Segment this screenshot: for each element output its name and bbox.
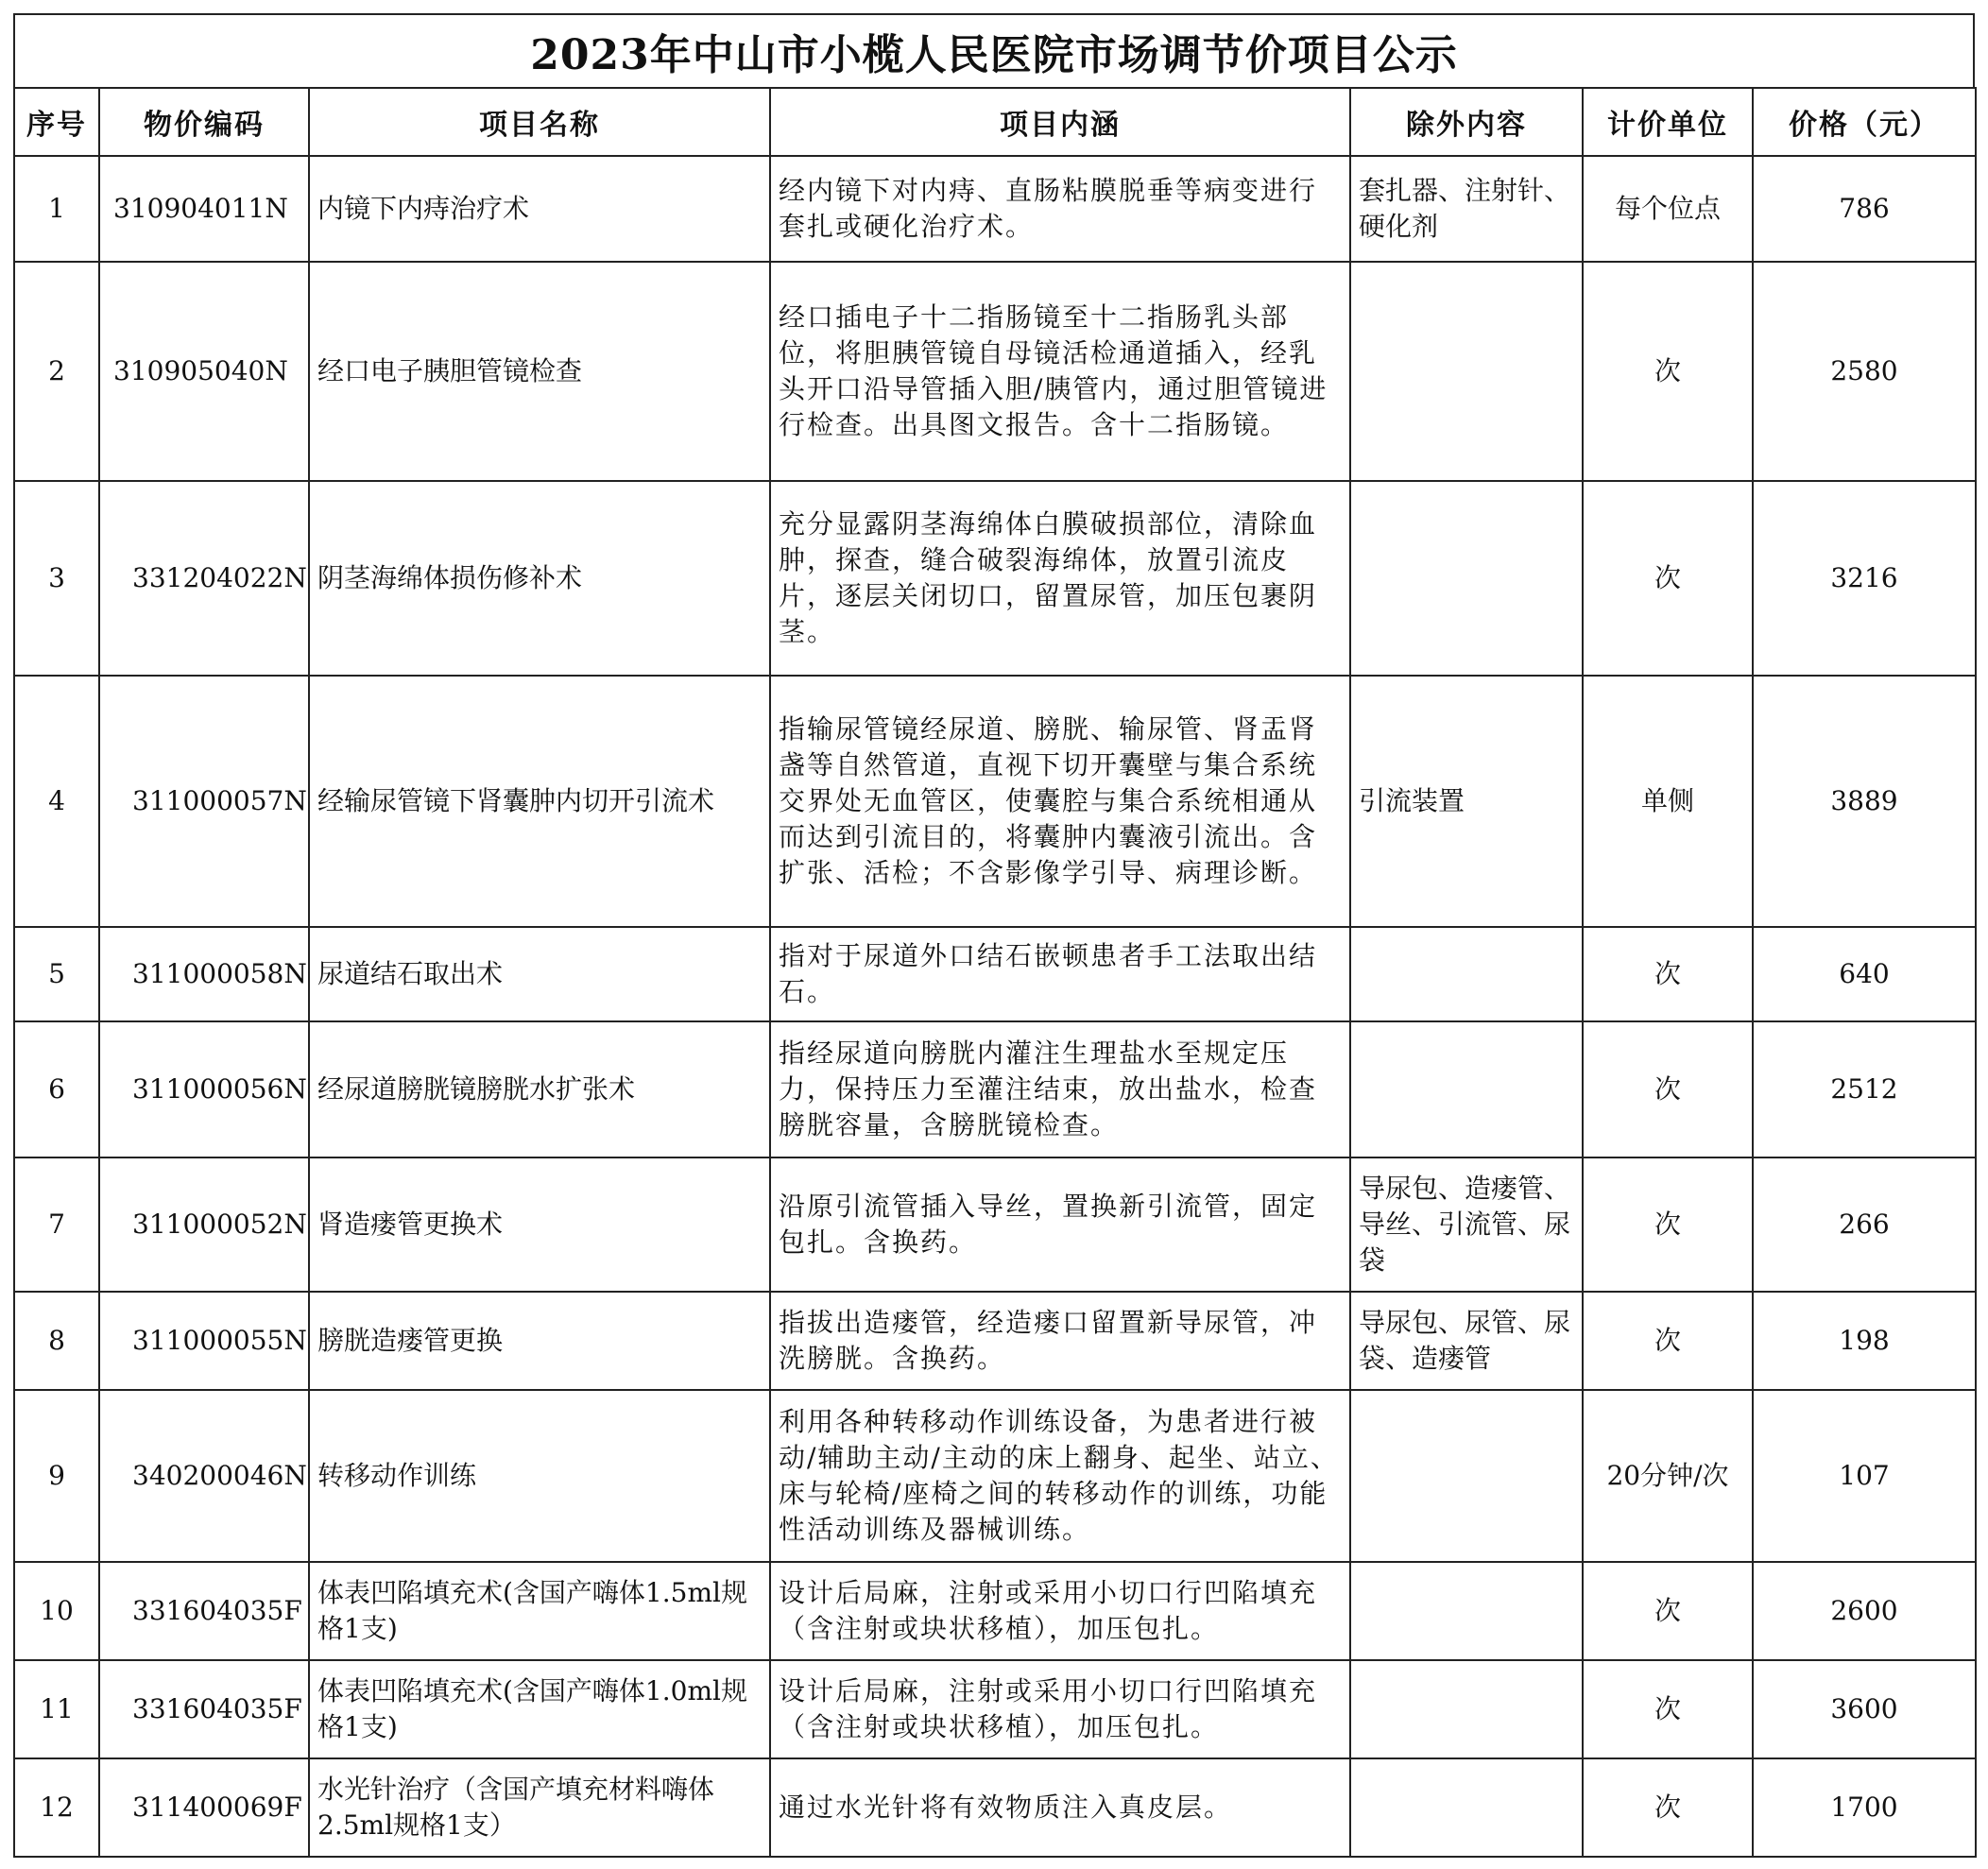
cell-unit: 单侧 bbox=[1583, 676, 1753, 927]
price-table bbox=[13, 87, 1977, 1858]
cell-unit: 次 bbox=[1583, 1562, 1753, 1660]
cell-desc: 经内镜下对内痔、直肠粘膜脱垂等病变进行套扎或硬化治疗术。 bbox=[770, 156, 1350, 262]
cell-excl bbox=[1350, 1562, 1583, 1660]
header-excl: 除外内容 bbox=[1350, 88, 1583, 156]
page-title: 2023年中山市小榄人民医院市场调节价项目公示 bbox=[530, 31, 1458, 79]
cell-code: 311000052N bbox=[99, 1157, 309, 1292]
cell-no: 9 bbox=[14, 1390, 99, 1562]
cell-no: 10 bbox=[14, 1562, 99, 1660]
header-desc: 项目内涵 bbox=[770, 88, 1350, 156]
cell-unit: 次 bbox=[1583, 1292, 1753, 1390]
table-row bbox=[14, 676, 1976, 927]
cell-unit: 次 bbox=[1583, 262, 1753, 481]
cell-price: 3600 bbox=[1753, 1660, 1976, 1758]
header-unit: 计价单位 bbox=[1583, 88, 1753, 156]
cell-code: 311000057N bbox=[99, 676, 309, 927]
cell-code: 311000058N bbox=[99, 927, 309, 1021]
cell-unit: 次 bbox=[1583, 481, 1753, 676]
cell-unit: 20分钟/次 bbox=[1583, 1390, 1753, 1562]
cell-no: 3 bbox=[14, 481, 99, 676]
cell-name: 经尿道膀胱镜膀胱水扩张术 bbox=[309, 1021, 770, 1157]
cell-name: 膀胱造瘘管更换 bbox=[309, 1292, 770, 1390]
cell-price: 1700 bbox=[1753, 1758, 1976, 1857]
cell-no: 5 bbox=[14, 927, 99, 1021]
table-row bbox=[14, 1021, 1976, 1157]
table-row bbox=[14, 156, 1976, 262]
cell-name: 转移动作训练 bbox=[309, 1390, 770, 1562]
cell-name: 体表凹陷填充术(含国产嗨体1.0ml规格1支) bbox=[309, 1660, 770, 1758]
table-row bbox=[14, 1157, 1976, 1292]
cell-desc: 利用各种转移动作训练设备，为患者进行被动/辅助主动/主动的床上翻身、起坐、站立、床与轮椅/座椅之间的转移动作的训练，功能性活动训练及器械训练。 bbox=[770, 1390, 1350, 1562]
cell-excl: 套扎器、注射针、硬化剂 bbox=[1350, 156, 1583, 262]
cell-desc: 指对于尿道外口结石嵌顿患者手工法取出结石。 bbox=[770, 927, 1350, 1021]
cell-unit: 次 bbox=[1583, 927, 1753, 1021]
cell-code: 331604035F bbox=[99, 1660, 309, 1758]
cell-code: 331604035F bbox=[99, 1562, 309, 1660]
cell-name: 体表凹陷填充术(含国产嗨体1.5ml规格1支) bbox=[309, 1562, 770, 1660]
cell-desc: 通过水光针将有效物质注入真皮层。 bbox=[770, 1758, 1350, 1857]
cell-excl bbox=[1350, 1021, 1583, 1157]
table-row bbox=[14, 1660, 1976, 1758]
cell-no: 4 bbox=[14, 676, 99, 927]
cell-no: 7 bbox=[14, 1157, 99, 1292]
table-row bbox=[14, 927, 1976, 1021]
cell-desc: 指经尿道向膀胱内灌注生理盐水至规定压力，保持压力至灌注结束，放出盐水，检查膀胱容量，含膀胱镜检查。 bbox=[770, 1021, 1350, 1157]
table-row bbox=[14, 1562, 1976, 1660]
cell-unit: 次 bbox=[1583, 1758, 1753, 1857]
title-row bbox=[13, 13, 1975, 87]
table-row bbox=[14, 481, 1976, 676]
cell-price: 266 bbox=[1753, 1157, 1976, 1292]
table-row bbox=[14, 1758, 1976, 1857]
cell-price: 786 bbox=[1753, 156, 1976, 262]
cell-code: 340200046N bbox=[99, 1390, 309, 1562]
table-body bbox=[14, 156, 1976, 1857]
cell-excl bbox=[1350, 481, 1583, 676]
cell-price: 640 bbox=[1753, 927, 1976, 1021]
cell-price: 2580 bbox=[1753, 262, 1976, 481]
cell-name: 经输尿管镜下肾囊肿内切开引流术 bbox=[309, 676, 770, 927]
price-sheet bbox=[13, 13, 1975, 1858]
cell-excl bbox=[1350, 262, 1583, 481]
cell-no: 6 bbox=[14, 1021, 99, 1157]
cell-desc: 设计后局麻，注射或采用小切口行凹陷填充（含注射或块状移植），加压包扎。 bbox=[770, 1660, 1350, 1758]
cell-name: 内镜下内痔治疗术 bbox=[309, 156, 770, 262]
cell-price: 3889 bbox=[1753, 676, 1976, 927]
cell-unit: 次 bbox=[1583, 1021, 1753, 1157]
cell-unit: 每个位点 bbox=[1583, 156, 1753, 262]
header-name: 项目名称 bbox=[309, 88, 770, 156]
cell-desc: 经口插电子十二指肠镜至十二指肠乳头部位，将胆胰管镜自母镜活检通道插入，经乳头开口沿导管插入胆/胰管内，通过胆管镜进行检查。出具图文报告。含十二指肠镜。 bbox=[770, 262, 1350, 481]
cell-code: 331204022N bbox=[99, 481, 309, 676]
cell-excl bbox=[1350, 927, 1583, 1021]
cell-name: 阴茎海绵体损伤修补术 bbox=[309, 481, 770, 676]
cell-excl bbox=[1350, 1660, 1583, 1758]
cell-name: 尿道结石取出术 bbox=[309, 927, 770, 1021]
cell-no: 8 bbox=[14, 1292, 99, 1390]
cell-name: 水光针治疗（含国产填充材料嗨体2.5ml规格1支） bbox=[309, 1758, 770, 1857]
cell-price: 3216 bbox=[1753, 481, 1976, 676]
cell-code: 311000056N bbox=[99, 1021, 309, 1157]
cell-price: 2512 bbox=[1753, 1021, 1976, 1157]
cell-excl: 导尿包、尿管、尿袋、造瘘管 bbox=[1350, 1292, 1583, 1390]
cell-no: 11 bbox=[14, 1660, 99, 1758]
table-row bbox=[14, 1390, 1976, 1562]
cell-price: 198 bbox=[1753, 1292, 1976, 1390]
cell-excl bbox=[1350, 1758, 1583, 1857]
cell-desc: 充分显露阴茎海绵体白膜破损部位，清除血肿，探查，缝合破裂海绵体，放置引流皮片，逐层关闭切口，留置尿管，加压包裹阴茎。 bbox=[770, 481, 1350, 676]
cell-unit: 次 bbox=[1583, 1660, 1753, 1758]
cell-code: 310904011N bbox=[99, 156, 309, 262]
cell-code: 310905040N bbox=[99, 262, 309, 481]
cell-name: 肾造瘘管更换术 bbox=[309, 1157, 770, 1292]
cell-no: 1 bbox=[14, 156, 99, 262]
cell-excl: 引流装置 bbox=[1350, 676, 1583, 927]
cell-no: 12 bbox=[14, 1758, 99, 1857]
cell-unit: 次 bbox=[1583, 1157, 1753, 1292]
cell-excl bbox=[1350, 1390, 1583, 1562]
table-row bbox=[14, 262, 1976, 481]
header-row bbox=[14, 88, 1976, 156]
header-code: 物价编码 bbox=[99, 88, 309, 156]
cell-desc: 设计后局麻，注射或采用小切口行凹陷填充（含注射或块状移植），加压包扎。 bbox=[770, 1562, 1350, 1660]
cell-no: 2 bbox=[14, 262, 99, 481]
cell-desc: 指拔出造瘘管，经造瘘口留置新导尿管，冲洗膀胱。含换药。 bbox=[770, 1292, 1350, 1390]
cell-price: 107 bbox=[1753, 1390, 1976, 1562]
cell-price: 2600 bbox=[1753, 1562, 1976, 1660]
cell-excl: 导尿包、造瘘管、导丝、引流管、尿袋 bbox=[1350, 1157, 1583, 1292]
cell-code: 311000055N bbox=[99, 1292, 309, 1390]
cell-desc: 指输尿管镜经尿道、膀胱、输尿管、肾盂肾盏等自然管道，直视下切开囊壁与集合系统交界处无血管区，使囊腔与集合系统相通从而达到引流目的，将囊肿内囊液引流出。含扩张、活检；不含影像学引导、病理诊断。 bbox=[770, 676, 1350, 927]
cell-name: 经口电子胰胆管镜检查 bbox=[309, 262, 770, 481]
table-row bbox=[14, 1292, 1976, 1390]
cell-desc: 沿原引流管插入导丝，置换新引流管，固定包扎。含换药。 bbox=[770, 1157, 1350, 1292]
header-price: 价格（元） bbox=[1753, 88, 1976, 156]
header-no: 序号 bbox=[14, 88, 99, 156]
cell-code: 311400069F bbox=[99, 1758, 309, 1857]
